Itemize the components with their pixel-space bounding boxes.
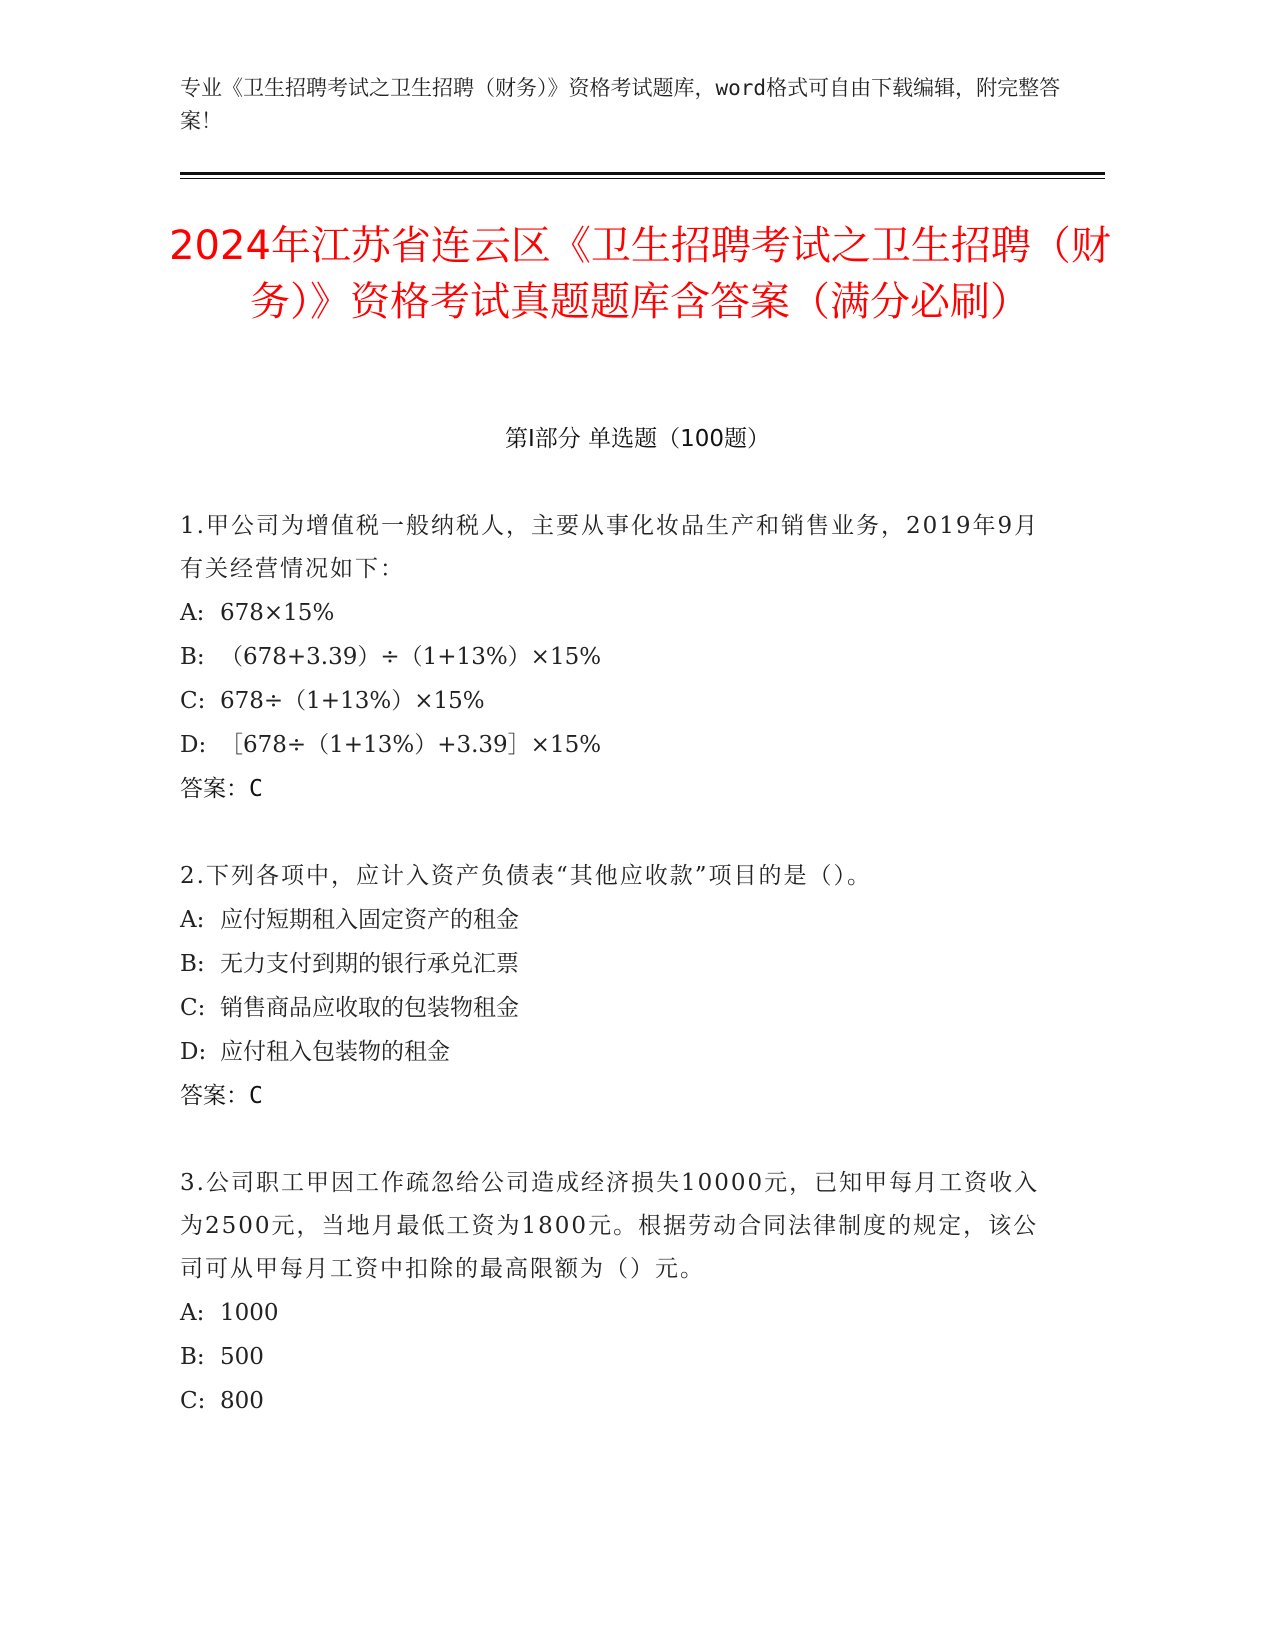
option-text: 1000 — [220, 1300, 279, 1326]
document-title: 2024年江苏省连云区《卫生招聘考试之卫生招聘（财务）》资格考试真题题库含答案（满分必刷） — [169, 223, 1111, 325]
option-key: B: — [180, 1344, 205, 1370]
question-stem: 3.公司职工甲因工作疏忽给公司造成经济损失10000元，已知甲每月工资收入为2500元，当地月最低工资为1800元。根据劳动合同法律制度的规定，该公司可从甲每月工资中扣除的最高限额为（）元。 — [180, 1170, 1040, 1282]
option-b — [180, 942, 1040, 986]
option-key: A: — [180, 1300, 205, 1326]
option-key: A: — [180, 907, 205, 933]
option-text: ［678÷（1+13%）+3.39］×15% — [220, 732, 602, 758]
section-title: 第Ⅰ部分 单选题（100题） — [505, 426, 770, 452]
option-b — [180, 635, 1040, 679]
question-stem: 2.下列各项中，应计入资产负债表“其他应收款”项目的是（）。 — [180, 863, 872, 889]
question-list — [180, 505, 1040, 1423]
option-text: 无力支付到期的银行承兑汇票 — [220, 951, 519, 977]
option-key: B: — [180, 644, 205, 670]
option-text: （678+3.39）÷（1+13%）×15% — [220, 644, 602, 670]
option-c — [180, 1379, 1040, 1423]
option-key: C: — [180, 995, 206, 1021]
option-d — [180, 723, 1040, 767]
header-rule-thin — [180, 178, 1105, 179]
option-c — [180, 986, 1040, 1030]
question-3 — [180, 1162, 1040, 1423]
answer-line: 答案：C — [180, 776, 263, 802]
option-text: 销售商品应收取的包装物租金 — [220, 995, 519, 1021]
option-key: C: — [180, 688, 206, 714]
header-rule-thick — [180, 172, 1105, 175]
option-text: 500 — [220, 1344, 264, 1370]
option-text: 678÷（1+13%）×15% — [220, 688, 485, 714]
option-a — [180, 898, 1040, 942]
header-note: 专业《卫生招聘考试之卫生招聘（财务）》资格考试题库，word格式可自由下载编辑，附完整答案！ — [180, 76, 1061, 133]
option-key: D: — [180, 732, 207, 758]
option-a — [180, 591, 1040, 635]
answer-line: 答案：C — [180, 1083, 263, 1109]
option-key: A: — [180, 600, 205, 626]
option-text: 800 — [220, 1388, 264, 1414]
question-stem: 1.甲公司为增值税一般纳税人，主要从事化妆品生产和销售业务，2019年9月有关经营情况如下： — [180, 513, 1040, 582]
option-key: C: — [180, 1388, 206, 1414]
option-key: D: — [180, 1039, 207, 1065]
spacer — [180, 1118, 1040, 1162]
option-text: 应付短期租入固定资产的租金 — [220, 907, 519, 933]
option-a — [180, 1291, 1040, 1335]
option-key: B: — [180, 951, 205, 977]
option-d — [180, 1030, 1040, 1074]
option-b — [180, 1335, 1040, 1379]
option-c — [180, 679, 1040, 723]
option-text: 678×15% — [220, 600, 335, 626]
option-text: 应付租入包装物的租金 — [220, 1039, 450, 1065]
question-2 — [180, 855, 1040, 1118]
spacer — [180, 811, 1040, 855]
question-1 — [180, 505, 1040, 811]
